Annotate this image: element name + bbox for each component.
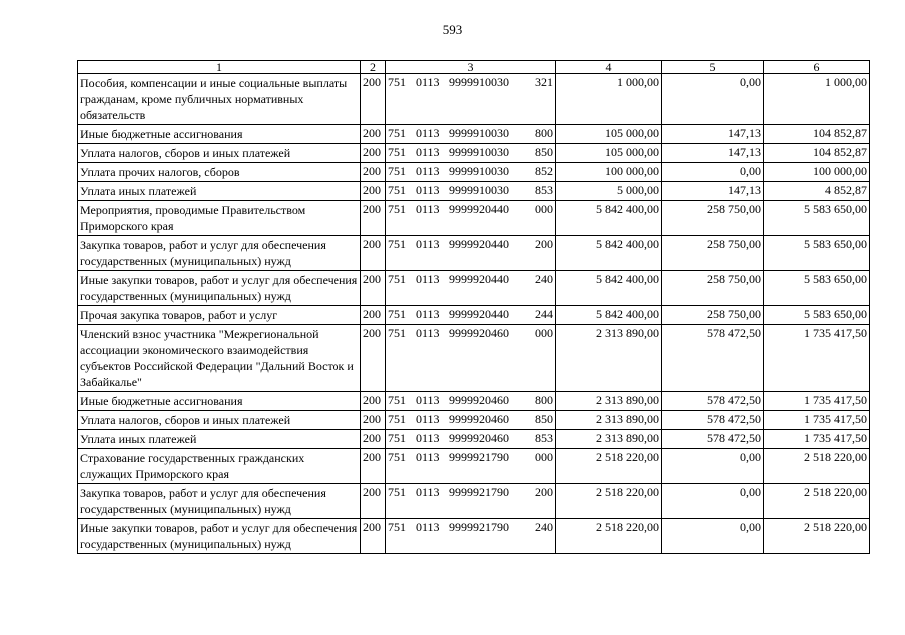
code-target: 9999920440	[449, 272, 509, 286]
code-target: 9999921790	[449, 485, 509, 499]
column-header: 3	[386, 61, 556, 74]
amount-remainder: 1 735 417,50	[764, 430, 870, 449]
code-expense-type: 852	[535, 164, 553, 178]
code-target: 9999910030	[449, 183, 509, 197]
table-row	[78, 449, 870, 484]
code-target: 9999920460	[449, 431, 509, 445]
code-ministry: 751	[388, 126, 406, 140]
amount-plan: 5 842 400,00	[556, 236, 662, 271]
classification-code	[386, 430, 556, 449]
code-ministry: 751	[388, 164, 406, 178]
amount-plan: 105 000,00	[556, 144, 662, 163]
code-section: 0113	[416, 485, 440, 499]
code-section: 0113	[416, 75, 440, 89]
chapter-code: 200	[361, 430, 386, 449]
code-ministry: 751	[388, 202, 406, 216]
chapter-code: 200	[361, 201, 386, 236]
amount-plan: 2 518 220,00	[556, 519, 662, 554]
code-target: 9999920440	[449, 202, 509, 216]
amount-executed: 258 750,00	[662, 236, 764, 271]
column-header: 2	[361, 61, 386, 74]
amount-plan: 2 313 890,00	[556, 392, 662, 411]
code-section: 0113	[416, 202, 440, 216]
item-name: Прочая закупка товаров, работ и услуг	[78, 306, 361, 325]
amount-plan: 2 313 890,00	[556, 325, 662, 392]
amount-plan: 5 842 400,00	[556, 271, 662, 306]
amount-remainder: 2 518 220,00	[764, 449, 870, 484]
classification-code	[386, 325, 556, 392]
table-row	[78, 519, 870, 554]
item-name: Членский взнос участника "Межрегиональной ассоциации экономического взаимодействия субъектов Российской Федерации "Дальний Восток и Забайкалье"	[78, 325, 361, 392]
amount-executed: 258 750,00	[662, 201, 764, 236]
code-expense-type: 200	[535, 237, 553, 251]
table-row	[78, 236, 870, 271]
code-ministry: 751	[388, 272, 406, 286]
code-target: 9999920440	[449, 307, 509, 321]
code-ministry: 751	[388, 412, 406, 426]
item-name: Уплата налогов, сборов и иных платежей	[78, 144, 361, 163]
table-row	[78, 392, 870, 411]
classification-code	[386, 271, 556, 306]
classification-code	[386, 392, 556, 411]
chapter-code: 200	[361, 306, 386, 325]
code-ministry: 751	[388, 183, 406, 197]
code-target: 9999910030	[449, 126, 509, 140]
amount-plan: 100 000,00	[556, 163, 662, 182]
amount-executed: 258 750,00	[662, 271, 764, 306]
code-expense-type: 850	[535, 145, 553, 159]
amount-plan: 2 313 890,00	[556, 430, 662, 449]
item-name: Иные бюджетные ассигнования	[78, 125, 361, 144]
code-ministry: 751	[388, 326, 406, 340]
classification-code	[386, 236, 556, 271]
classification-code	[386, 201, 556, 236]
code-target: 9999920440	[449, 237, 509, 251]
amount-plan: 2 518 220,00	[556, 484, 662, 519]
chapter-code: 200	[361, 392, 386, 411]
column-header: 4	[556, 61, 662, 74]
code-expense-type: 000	[535, 326, 553, 340]
table-row	[78, 306, 870, 325]
classification-code	[386, 125, 556, 144]
code-expense-type: 000	[535, 450, 553, 464]
amount-plan: 5 842 400,00	[556, 201, 662, 236]
column-header: 5	[662, 61, 764, 74]
page-number: 593	[442, 22, 463, 37]
item-name: Закупка товаров, работ и услуг для обеспечения государственных (муниципальных) нужд	[78, 236, 361, 271]
code-expense-type: 850	[535, 412, 553, 426]
code-expense-type: 240	[535, 272, 553, 286]
amount-plan: 2 518 220,00	[556, 449, 662, 484]
code-expense-type: 000	[535, 202, 553, 216]
chapter-code: 200	[361, 182, 386, 201]
amount-plan: 5 842 400,00	[556, 306, 662, 325]
code-section: 0113	[416, 272, 440, 286]
table-row	[78, 74, 870, 125]
code-target: 9999921790	[449, 520, 509, 534]
amount-executed: 147,13	[662, 182, 764, 201]
code-ministry: 751	[388, 307, 406, 321]
amount-executed: 578 472,50	[662, 325, 764, 392]
amount-plan: 105 000,00	[556, 125, 662, 144]
item-name: Иные закупки товаров, работ и услуг для обеспечения государственных (муниципальных) нужд	[78, 271, 361, 306]
item-name: Уплата иных платежей	[78, 182, 361, 201]
amount-executed: 0,00	[662, 163, 764, 182]
code-expense-type: 800	[535, 393, 553, 407]
code-section: 0113	[416, 393, 440, 407]
header-row	[78, 61, 870, 74]
amount-plan: 5 000,00	[556, 182, 662, 201]
code-ministry: 751	[388, 75, 406, 89]
table-row	[78, 484, 870, 519]
amount-remainder: 5 583 650,00	[764, 271, 870, 306]
code-expense-type: 853	[535, 431, 553, 445]
code-expense-type: 244	[535, 307, 553, 321]
amount-executed: 578 472,50	[662, 430, 764, 449]
classification-code	[386, 74, 556, 125]
table-row	[78, 271, 870, 306]
code-target: 9999920460	[449, 326, 509, 340]
amount-executed: 578 472,50	[662, 392, 764, 411]
chapter-code: 200	[361, 325, 386, 392]
table-row	[78, 144, 870, 163]
column-header: 1	[78, 61, 361, 74]
code-section: 0113	[416, 326, 440, 340]
item-name: Уплата прочих налогов, сборов	[78, 163, 361, 182]
chapter-code: 200	[361, 271, 386, 306]
chapter-code: 200	[361, 163, 386, 182]
table-row	[78, 182, 870, 201]
table-row	[78, 325, 870, 392]
table-row	[78, 125, 870, 144]
classification-code	[386, 449, 556, 484]
chapter-code: 200	[361, 449, 386, 484]
code-target: 9999910030	[449, 75, 509, 89]
table-row	[78, 411, 870, 430]
amount-remainder: 5 583 650,00	[764, 201, 870, 236]
classification-code	[386, 484, 556, 519]
code-section: 0113	[416, 450, 440, 464]
code-section: 0113	[416, 126, 440, 140]
code-section: 0113	[416, 183, 440, 197]
code-section: 0113	[416, 164, 440, 178]
amount-remainder: 2 518 220,00	[764, 519, 870, 554]
amount-executed: 578 472,50	[662, 411, 764, 430]
amount-remainder: 5 583 650,00	[764, 236, 870, 271]
code-target: 9999910030	[449, 164, 509, 178]
code-target: 9999920460	[449, 393, 509, 407]
item-name: Уплата иных платежей	[78, 430, 361, 449]
item-name: Страхование государственных гражданских служащих Приморского края	[78, 449, 361, 484]
chapter-code: 200	[361, 411, 386, 430]
amount-plan: 2 313 890,00	[556, 411, 662, 430]
amount-executed: 0,00	[662, 449, 764, 484]
classification-code	[386, 411, 556, 430]
code-expense-type: 800	[535, 126, 553, 140]
table-row	[78, 430, 870, 449]
code-section: 0113	[416, 431, 440, 445]
amount-remainder: 1 735 417,50	[764, 325, 870, 392]
code-ministry: 751	[388, 450, 406, 464]
amount-remainder: 2 518 220,00	[764, 484, 870, 519]
code-expense-type: 321	[535, 75, 553, 89]
chapter-code: 200	[361, 519, 386, 554]
chapter-code: 200	[361, 236, 386, 271]
amount-executed: 258 750,00	[662, 306, 764, 325]
amount-remainder: 1 735 417,50	[764, 411, 870, 430]
code-section: 0113	[416, 412, 440, 426]
item-name: Пособия, компенсации и иные социальные выплаты гражданам, кроме публичных нормативных обязательств	[78, 74, 361, 125]
code-expense-type: 240	[535, 520, 553, 534]
amount-executed: 147,13	[662, 125, 764, 144]
chapter-code: 200	[361, 484, 386, 519]
amount-executed: 0,00	[662, 74, 764, 125]
code-section: 0113	[416, 520, 440, 534]
code-expense-type: 853	[535, 183, 553, 197]
code-expense-type: 200	[535, 485, 553, 499]
code-target: 9999920460	[449, 412, 509, 426]
classification-code	[386, 306, 556, 325]
table-row	[78, 201, 870, 236]
amount-remainder: 4 852,87	[764, 182, 870, 201]
code-ministry: 751	[388, 145, 406, 159]
item-name: Иные бюджетные ассигнования	[78, 392, 361, 411]
amount-remainder: 1 000,00	[764, 74, 870, 125]
table-row	[78, 163, 870, 182]
classification-code	[386, 519, 556, 554]
budget-table	[77, 60, 870, 554]
amount-remainder: 1 735 417,50	[764, 392, 870, 411]
code-ministry: 751	[388, 393, 406, 407]
code-target: 9999910030	[449, 145, 509, 159]
column-header: 6	[764, 61, 870, 74]
amount-remainder: 104 852,87	[764, 144, 870, 163]
code-ministry: 751	[388, 237, 406, 251]
code-target: 9999921790	[449, 450, 509, 464]
item-name: Закупка товаров, работ и услуг для обеспечения государственных (муниципальных) нужд	[78, 484, 361, 519]
item-name: Иные закупки товаров, работ и услуг для обеспечения государственных (муниципальных) нужд	[78, 519, 361, 554]
code-ministry: 751	[388, 520, 406, 534]
amount-executed: 0,00	[662, 484, 764, 519]
amount-remainder: 5 583 650,00	[764, 306, 870, 325]
classification-code	[386, 182, 556, 201]
item-name: Мероприятия, проводимые Правительством Приморского края	[78, 201, 361, 236]
code-ministry: 751	[388, 485, 406, 499]
code-ministry: 751	[388, 431, 406, 445]
amount-executed: 147,13	[662, 144, 764, 163]
item-name: Уплата налогов, сборов и иных платежей	[78, 411, 361, 430]
amount-plan: 1 000,00	[556, 74, 662, 125]
classification-code	[386, 144, 556, 163]
amount-executed: 0,00	[662, 519, 764, 554]
code-section: 0113	[416, 237, 440, 251]
chapter-code: 200	[361, 125, 386, 144]
classification-code	[386, 163, 556, 182]
chapter-code: 200	[361, 144, 386, 163]
code-section: 0113	[416, 145, 440, 159]
amount-remainder: 104 852,87	[764, 125, 870, 144]
chapter-code: 200	[361, 74, 386, 125]
amount-remainder: 100 000,00	[764, 163, 870, 182]
code-section: 0113	[416, 307, 440, 321]
